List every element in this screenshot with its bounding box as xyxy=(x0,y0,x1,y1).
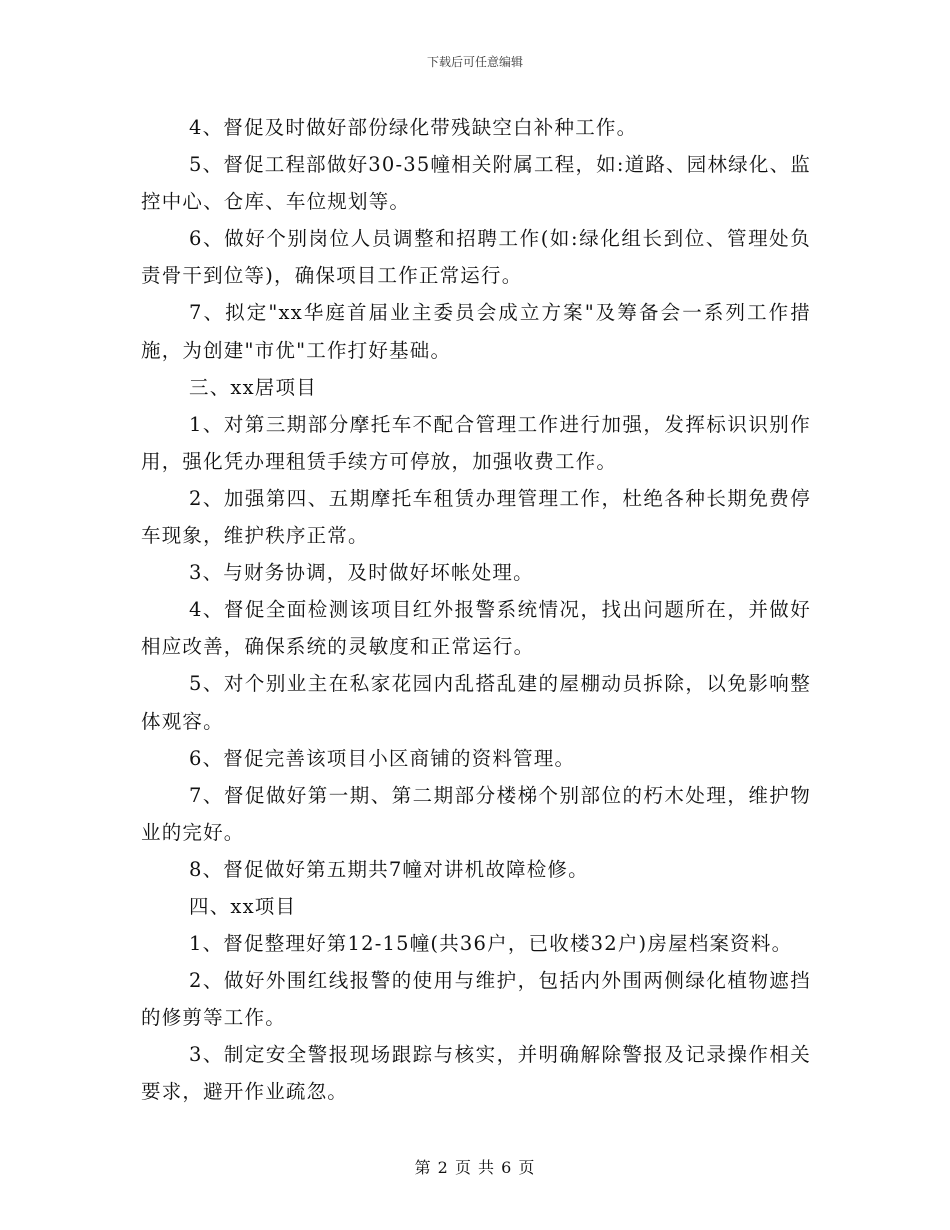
paragraph: 5、对个别业主在私家花园内乱搭乱建的屋棚动员拆除，以免影响整体观容。 xyxy=(141,672,811,733)
section-heading: 四、xx项目 xyxy=(189,894,297,918)
paragraph: 4、督促及时做好部份绿化带残缺空白补种工作。 xyxy=(189,116,638,139)
paragraph: 8、督促做好第五期共7幢对讲机故障检修。 xyxy=(189,857,589,881)
paragraph: 6、做好个别岗位人员调整和招聘工作(如:绿化组长到位、管理处负责骨干到位等)，确保项目工作正常运行。 xyxy=(141,227,811,288)
paragraph: 2、做好外围红线报警的使用与维护，包括内外围两侧绿化植物遮挡的修剪等工作。 xyxy=(141,969,811,1030)
paragraph: 3、与财务协调，及时做好坏帐处理。 xyxy=(189,561,534,585)
paragraph: 2、加强第四、五期摩托车租赁办理管理工作，杜绝各种长期免费停车现象，维护秩序正常。 xyxy=(141,486,811,548)
section-heading: 三、xx居项目 xyxy=(189,375,317,399)
paragraph: 5、督促工程部做好30-35幢相关附属工程，如:道路、园林绿化、监控中心、仓库、车位规划等。 xyxy=(141,153,811,214)
paragraph: 1、督促整理好第12-15幢(共36户，已收楼32户)房屋档案资料。 xyxy=(189,932,793,956)
paragraph: 6、督促完善该项目小区商铺的资料管理。 xyxy=(189,746,576,770)
paragraph: 7、督促做好第一期、第二期部分楼梯个别部位的朽木处理，维护物业的完好。 xyxy=(141,783,811,844)
document-body xyxy=(141,109,811,1111)
paragraph: 7、拟定"xx华庭首届业主委员会成立方案"及筹备会一系列工作措施，为创建"市优"工作打好基础。 xyxy=(141,301,811,362)
page-header: 下载后可任意编辑 xyxy=(426,55,523,69)
paragraph: 1、对第三期部分摩托车不配合管理工作进行加强，发挥标识识别作用，强化凭办理租赁手续方可停放，加强收费工作。 xyxy=(141,412,811,473)
paragraph: 3、制定安全警报现场跟踪与核实，并明确解除警报及记录操作相关要求，避开作业疏忽。 xyxy=(141,1043,811,1104)
page-footer: 第 2 页 共 6 页 xyxy=(414,1158,536,1177)
paragraph: 4、督促全面检测该项目红外报警系统情况，找出问题所在，并做好相应改善，确保系统的灵敏度和正常运行。 xyxy=(141,598,811,659)
